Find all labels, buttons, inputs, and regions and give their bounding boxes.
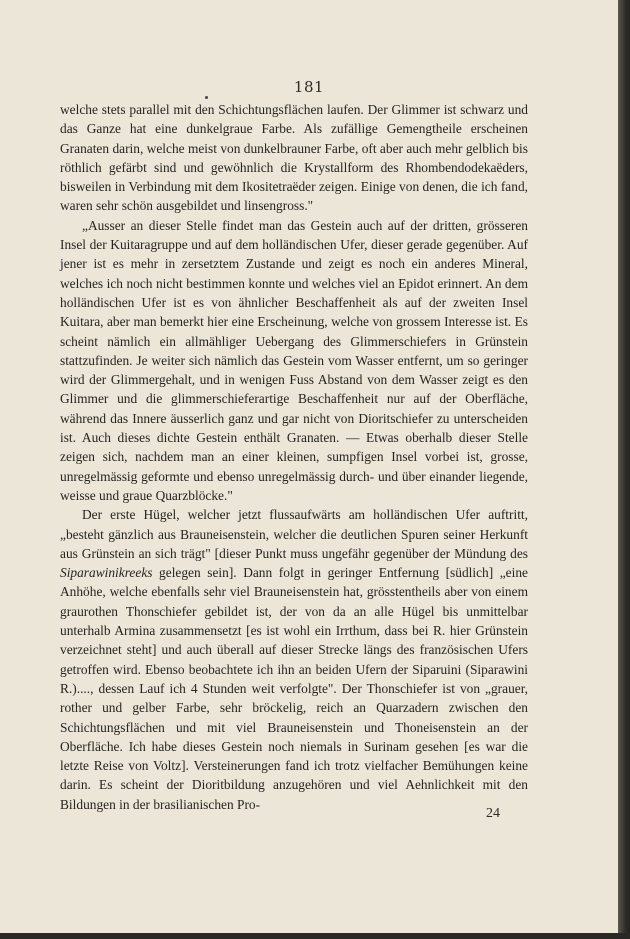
ink-speck bbox=[205, 96, 208, 99]
scan-edge bbox=[618, 0, 630, 939]
body-text bbox=[60, 100, 528, 814]
paragraph-2: „Ausser an dieser Stelle findet man das Gestein auch auf der dritten, grösseren Insel der Kuitaragruppe und auf dem holländischen Ufer, dieser gerade gegenüber. Auf jener ist es mehr in zersetztem Zustande und zeigt es noch ein anderes Mineral, welches ich noch nicht bestimmen konnte und welches viel an Epidot erinnert. An dem holländischen Ufer ist es von ähnlicher Beschaffenheit als auf der zweiten Insel Kuitara, aber man bemerkt hier eine Erscheinung, welche von grossem Interesse ist. Es scheint nämlich ein allmähliger Uebergang des Glimmerschiefers in Grünstein stattzufinden. Je weiter sich nämlich das Gestein vom Wasser entfernt, um so geringer wird der Glimmergehalt, und in wenigen Fuss Abstand von dem Wasser zeigt es den Glimmer und die glimmerschieferartige Beschaffenheit nur auf der Oberfläche, während das Innere äusserlich ganz und gar nicht von Dioritschiefer zu unterscheiden ist. Auch dieses dichte Gestein enthält Granaten. — Etwas oberhalb dieser Stelle zeigen sich, nachdem man an einer kleinen, sumpfigen Insel vorbei ist, grosse, unregelmässig geformte und ebenso unregelmässig durch- und über einander liegende, weisse und graue Quarzblöcke." bbox=[60, 217, 528, 503]
paragraph-3-text-before: Der erste Hügel, welcher jetzt flussaufwärts am holländischen Ufer auftritt, „besteht gänzlich aus Brauneisenstein, welcher die deutlichen Spuren seiner Herkunft aus Grünstein an sich trägt" [dieser Punkt muss ungefähr gegenüber der Mündung des bbox=[60, 507, 528, 561]
paragraph-3-text-after: gelegen sein]. Dann folgt in geringer Entfernung [südlich] „eine Anhöhe, welche ebenfalls sehr viel Brauneisenstein hat, grösstentheils aber von einem graurothen Thonschiefer gebildet ist, der von da an alle Hügel bis unmittelbar unterhalb Armina zusammensetzt [es ist wohl ein Irrthum, dass bei R. hier Grünstein verzeichnet steht] und auch überall auf dieser Strecke längs des französischen Ufers getroffen wird. Ebenso beobachtete ich ihn an beiden Ufern der Siparuini (Siparawini R.)...., dessen Lauf ich 4 Stunden weit verfolgte". Der Thonschiefer ist von „grauer, rother und gelber Farbe, sehr bröckelig, reich an Quarzadern zwischen den Schichtungsflächen und mit viel Brauneisenstein und Thoneisenstein an der Oberfläche. Ich habe dieses Gestein noch niemals in Surinam gesehen [es war die letzte Reise von Voltz]. Versteinerungen fand ich trotz vielfacher Bemühungen keine darin. Es scheint der Dioritbildung anzugehören und viel Aehnlichkeit mit den Bildungen in der brasilianischen Pro- bbox=[60, 565, 528, 812]
river-name-italic: Siparawinikreeks bbox=[60, 565, 153, 581]
scan-bottom-edge bbox=[0, 933, 630, 939]
page-number: 181 bbox=[293, 78, 325, 96]
signature-mark: 24 bbox=[486, 806, 500, 821]
paragraph-3 bbox=[60, 505, 528, 814]
paragraph-1: welche stets parallel mit den Schichtungsflächen laufen. Der Glimmer ist schwarz und das Ganze hat eine dunkelgraue Farbe. Als zufällige Gemengtheile erscheinen Granaten darin, welche meist von dunkelbrauner Farbe, oft aber auch mehr gelblich bis röthlich gefärbt sind und gewöhnlich die Krystallform des Rhombendodekaëders, bisweilen in Verbindung mit dem Ikositetraëder zeigen. Einige von denen, die ich fand, waren sehr schön ausgebildet und linsengross." bbox=[60, 102, 528, 214]
